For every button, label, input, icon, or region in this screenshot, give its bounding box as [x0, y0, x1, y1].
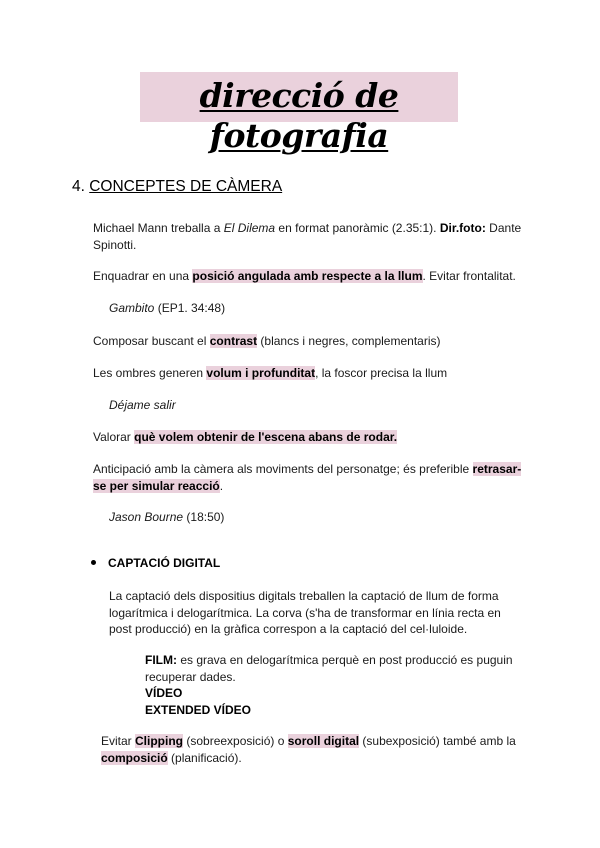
section-heading	[72, 178, 282, 196]
text: Valorar	[93, 430, 135, 444]
section-number: 4.	[72, 178, 90, 195]
highlight: retrasar-	[472, 462, 522, 476]
timestamp: (18:50)	[183, 510, 225, 524]
title-highlight	[140, 72, 458, 155]
text: Les ombres generen	[93, 366, 207, 380]
text: Evitar	[101, 734, 136, 748]
text: . Evitar frontalitat.	[422, 269, 516, 283]
highlight: volum i profunditat	[206, 366, 316, 380]
timestamp: (EP1. 34:48)	[154, 301, 226, 315]
highlight: què volem obtenir de l'escena abans de rodar.	[134, 430, 398, 444]
example-jason-bourne	[109, 509, 224, 526]
film-title: Déjame salir	[109, 398, 176, 412]
text: en format panoràmic (2.35:1).	[275, 221, 440, 235]
text: (sobreexposició) o	[183, 734, 288, 748]
text: , la foscor precisa la llum	[315, 366, 448, 380]
film-title: El Dilema	[223, 221, 276, 235]
paragraph-angle	[93, 268, 516, 285]
page-title: direcció de fotografia	[199, 76, 399, 155]
paragraph-mann	[93, 220, 521, 253]
label: EXTENDED VÍDEO	[145, 702, 252, 717]
paragraph-value	[93, 429, 397, 446]
text: .	[219, 478, 224, 493]
text: Composar buscant el	[93, 334, 210, 348]
text: Michael Mann treballa a	[93, 221, 224, 235]
text: (subexposició) també amb la	[359, 734, 516, 748]
text: (blancs i negres, complementaris)	[257, 334, 441, 348]
text: Anticipació amb la càmera als moviments del personatge; és preferible	[93, 462, 473, 476]
label: FILM:	[145, 653, 177, 667]
paragraph-shadows	[93, 365, 447, 382]
highlight: Clipping	[135, 734, 184, 748]
text: Dante	[485, 221, 522, 235]
film-title: Gambito	[109, 301, 155, 315]
example-dejame-salir	[109, 397, 176, 414]
text: Enquadrar en una	[93, 269, 193, 283]
example-gambito	[109, 300, 225, 317]
label: Dir.foto:	[439, 221, 486, 235]
text: (planificació).	[167, 750, 242, 765]
section-title: CONCEPTES DE CÀMERA	[89, 178, 283, 195]
highlight: se per simular reacció	[93, 478, 220, 493]
film-note	[145, 652, 513, 718]
text: post producció) en la gràfica correspon a la captació del cel·luloide.	[109, 622, 468, 636]
highlight: composició	[101, 750, 168, 765]
paragraph-anticipation	[93, 461, 521, 494]
bullet-title: CAPTACIÓ DIGITAL	[108, 556, 221, 570]
text: Spinotti.	[93, 237, 137, 252]
film-title: Jason Bourne	[109, 510, 184, 524]
highlight: contrast	[209, 334, 258, 348]
highlight: posició angulada amb respecte a la llum	[192, 269, 423, 283]
text: es grava en delogarítmica perquè en post producció es puguin	[177, 653, 513, 667]
highlight: soroll digital	[287, 734, 360, 748]
text: recuperar dades.	[145, 669, 236, 684]
paragraph-clipping	[101, 733, 516, 766]
paragraph-contrast	[93, 333, 440, 350]
text: La captació dels dispositius digitals treballen la captació de llum de forma	[109, 589, 499, 603]
label: VÍDEO	[145, 686, 183, 700]
paragraph-digital-capture	[109, 588, 501, 638]
text: logarítmica i delogarítmica. La corva (s'ha de transformar en línia recta en	[109, 605, 501, 620]
bullet-icon	[91, 560, 96, 565]
